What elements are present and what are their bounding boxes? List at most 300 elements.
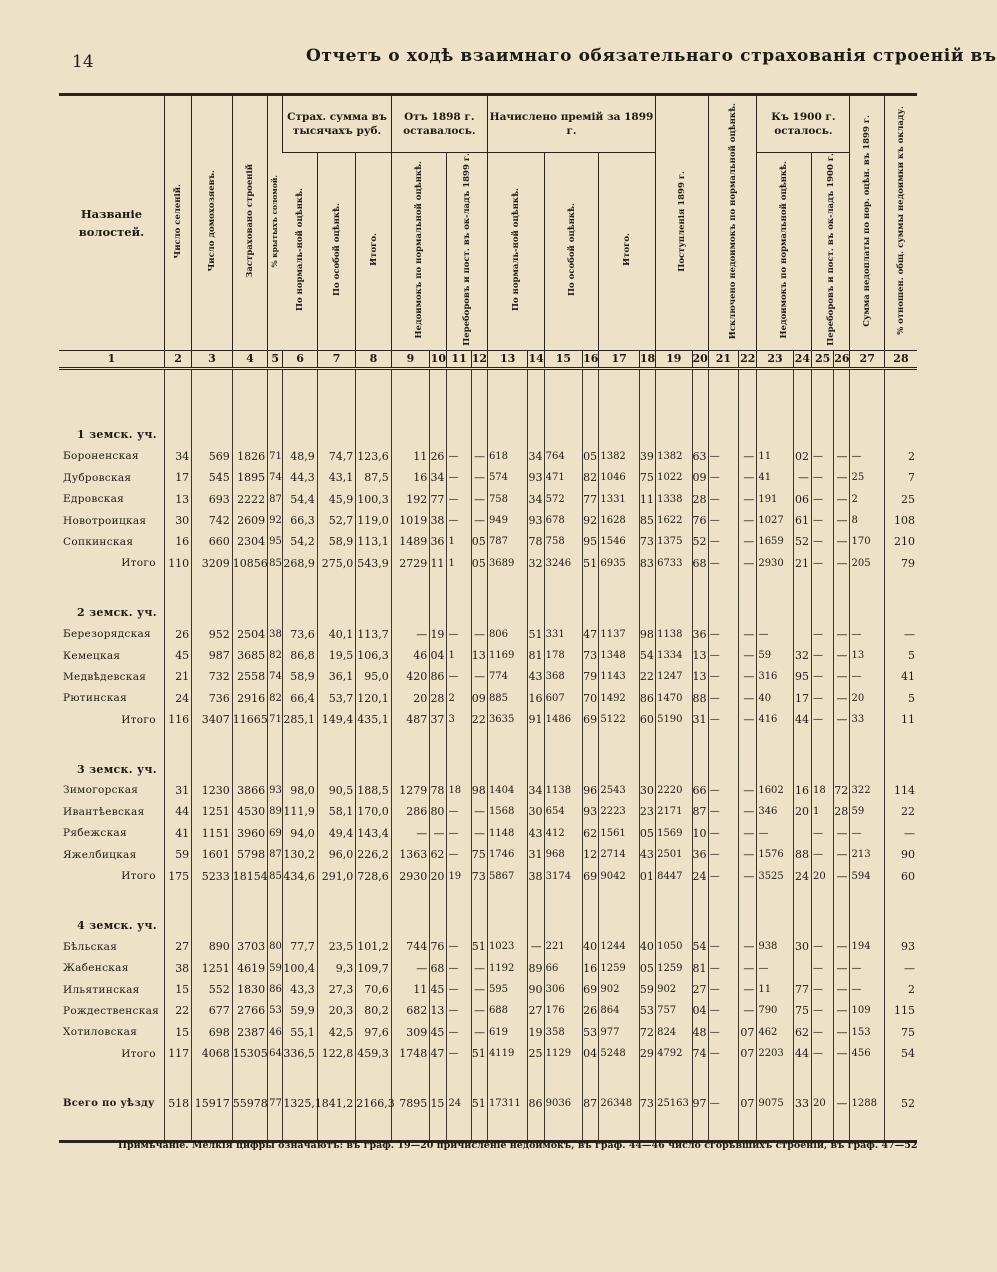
cell-col-13 — [487, 730, 528, 758]
cell-col-12 — [471, 368, 487, 396]
cell-col-24 — [793, 368, 811, 396]
cell-col-27 — [850, 396, 884, 424]
cell-col-25: — — [812, 446, 834, 467]
cell-col-7: 43,1 — [317, 467, 355, 488]
header-c17: Итого. — [622, 232, 633, 266]
cell-col-26: — — [834, 844, 850, 865]
volost-name: Дубровская — [63, 471, 132, 484]
cell-col-27 — [850, 1114, 884, 1142]
table-row — [59, 488, 917, 509]
cell-col-16 — [583, 915, 599, 936]
cell-col-17: 1492 — [599, 688, 640, 709]
cell-col-18: 53 — [639, 1000, 655, 1021]
cell-col-18: 05 — [639, 958, 655, 979]
cell-col-25: 1 — [812, 801, 834, 822]
column-number: 23 — [757, 350, 793, 368]
cell-col-11 — [447, 887, 471, 915]
cell-col-5: 38 — [268, 623, 283, 644]
cell-col-19: 1375 — [656, 531, 692, 552]
cell-col-18: 75 — [639, 467, 655, 488]
cell-col-10: 11 — [430, 553, 447, 574]
cell-col-2: 26 — [164, 623, 191, 644]
cell-col-4 — [232, 915, 267, 936]
cell-col-18: 83 — [639, 553, 655, 574]
cell-col-25: 20 — [812, 1092, 834, 1113]
cell-col-2 — [164, 915, 191, 936]
cell-col-8: 80,2 — [356, 1000, 391, 1021]
cell-col-17 — [599, 730, 640, 758]
cell-col-20: 04 — [692, 1000, 708, 1021]
cell-col-14 — [528, 574, 544, 602]
cell-col-18: 39 — [639, 446, 655, 467]
column-number: 12 — [471, 350, 487, 368]
cell-col-5: 80 — [268, 936, 283, 957]
cell-col-6: 66,4 — [283, 688, 317, 709]
header-c21: Исключено недоимокъ по нормальной оцѣнкѣ. — [727, 102, 738, 339]
cell-col-14: 31 — [528, 844, 544, 865]
cell-col-9: 2930 — [391, 865, 429, 886]
cell-col-8: 97,6 — [356, 1022, 391, 1043]
cell-col-20: 27 — [692, 979, 708, 1000]
cell-col-6: 77,7 — [283, 936, 317, 957]
cell-col-2 — [164, 1064, 191, 1092]
volost-name: Яжелбицкая — [63, 848, 137, 861]
cell-col-15: 607 — [544, 688, 582, 709]
cell-col-20 — [692, 887, 708, 915]
cell-col-19 — [656, 602, 692, 623]
spacer-row — [59, 574, 917, 602]
cell-col-27 — [850, 602, 884, 623]
cell-col-13: 574 — [487, 467, 528, 488]
cell-col-8: 113,1 — [356, 531, 391, 552]
cell-col-9 — [391, 396, 429, 424]
cell-col-23: 416 — [757, 709, 793, 730]
cell-col-27 — [850, 887, 884, 915]
cell-col-19: 2501 — [656, 844, 692, 865]
cell-col-19 — [656, 1114, 692, 1142]
cell-col-7: 42,5 — [317, 1022, 355, 1043]
cell-col-19 — [656, 424, 692, 445]
cell-col-4 — [232, 730, 267, 758]
cell-col-18: 11 — [639, 488, 655, 509]
cell-col-9: 7895 — [391, 1092, 429, 1113]
cell-col-24: 20 — [793, 801, 811, 822]
cell-col-3: 698 — [192, 1022, 233, 1043]
report-table — [59, 93, 917, 1143]
cell-col-22: — — [739, 446, 757, 467]
cell-col-17 — [599, 574, 640, 602]
cell-col-6: 100,4 — [283, 958, 317, 979]
cell-col-2: 34 — [164, 446, 191, 467]
cell-col-13: 619 — [487, 1022, 528, 1043]
cell-col-18: 22 — [639, 666, 655, 687]
cell-col-19: 5190 — [656, 709, 692, 730]
cell-col-3 — [192, 1114, 233, 1142]
column-number: 6 — [283, 350, 317, 368]
cell-col-16: 04 — [583, 1043, 599, 1064]
cell-col-22: — — [739, 623, 757, 644]
cell-col-16: 62 — [583, 823, 599, 844]
header-c28: % отношен. общ. суммы недоимки къ окладу. — [895, 106, 906, 336]
cell-col-6 — [283, 915, 317, 936]
cell-col-17: 6935 — [599, 553, 640, 574]
cell-col-19 — [656, 396, 692, 424]
cell-col-10: 68 — [430, 958, 447, 979]
cell-col-21 — [708, 574, 738, 602]
cell-col-26 — [834, 758, 850, 779]
cell-col-15 — [544, 368, 582, 396]
cell-col-21 — [708, 915, 738, 936]
cell-col-5: 89 — [268, 801, 283, 822]
cell-col-4 — [232, 424, 267, 445]
cell-col-4: 2222 — [232, 488, 267, 509]
cell-col-13 — [487, 1114, 528, 1142]
cell-col-4: 3960 — [232, 823, 267, 844]
cell-col-26 — [834, 368, 850, 396]
volost-name: Рютинская — [63, 692, 128, 705]
cell-col-2: 116 — [164, 709, 191, 730]
cell-col-28 — [884, 574, 917, 602]
cell-col-3: 552 — [192, 979, 233, 1000]
cell-col-16: 82 — [583, 467, 599, 488]
cell-col-13: 5867 — [487, 865, 528, 886]
cell-col-16: 73 — [583, 645, 599, 666]
cell-col-27 — [850, 424, 884, 445]
cell-col-11 — [447, 424, 471, 445]
cell-col-17: 9042 — [599, 865, 640, 886]
cell-col-15 — [544, 396, 582, 424]
cell-col-13: 595 — [487, 979, 528, 1000]
volost-name: Березорядская — [63, 628, 151, 641]
cell-col-23: 41 — [757, 467, 793, 488]
volost-name: Рябежская — [63, 827, 127, 840]
cell-col-25: — — [812, 709, 834, 730]
cell-col-25 — [812, 1114, 834, 1142]
cell-col-5: 53 — [268, 1000, 283, 1021]
cell-col-27: 109 — [850, 1000, 884, 1021]
cell-col-14 — [528, 424, 544, 445]
cell-col-20: 63 — [692, 446, 708, 467]
cell-col-12: — — [471, 467, 487, 488]
cell-col-8: 226,2 — [356, 844, 391, 865]
cell-col-5: 82 — [268, 688, 283, 709]
volost-name: Едровская — [63, 493, 125, 506]
cell-col-9 — [391, 1114, 429, 1142]
cell-col-11 — [447, 368, 471, 396]
cell-col-17: 2543 — [599, 780, 640, 801]
cell-col-5: 71 — [268, 446, 283, 467]
cell-col-14 — [528, 602, 544, 623]
page-number: 14 — [72, 52, 94, 72]
cell-col-28: 93 — [884, 936, 917, 957]
cell-col-16: 40 — [583, 936, 599, 957]
cell-col-23: — — [757, 958, 793, 979]
cell-col-17: 1046 — [599, 467, 640, 488]
cell-col-20: 48 — [692, 1022, 708, 1043]
cell-col-5 — [268, 396, 283, 424]
cell-col-14 — [528, 915, 544, 936]
cell-col-21: — — [708, 844, 738, 865]
column-number: 9 — [391, 350, 429, 368]
cell-col-7: 20,3 — [317, 1000, 355, 1021]
cell-col-12: 51 — [471, 1043, 487, 1064]
cell-col-9: 1019 — [391, 510, 429, 531]
cell-col-7: 58,1 — [317, 801, 355, 822]
cell-col-13: 4119 — [487, 1043, 528, 1064]
cell-col-25: 18 — [812, 780, 834, 801]
cell-col-21 — [708, 396, 738, 424]
cell-col-5: 95 — [268, 531, 283, 552]
cell-col-21: — — [708, 979, 738, 1000]
cell-col-6 — [283, 424, 317, 445]
volost-name: Бѣльская — [63, 940, 118, 953]
section-row — [59, 602, 917, 623]
table-row — [59, 446, 917, 467]
cell-col-22 — [739, 396, 757, 424]
cell-col-6: 48,9 — [283, 446, 317, 467]
cell-col-23 — [757, 602, 793, 623]
cell-col-8: 170,0 — [356, 801, 391, 822]
cell-col-26: — — [834, 623, 850, 644]
cell-col-27: 1288 — [850, 1092, 884, 1113]
cell-col-26: — — [834, 553, 850, 574]
column-number: 7 — [317, 350, 355, 368]
cell-col-2 — [164, 758, 191, 779]
volost-name: Всего по уѣзду — [63, 1097, 155, 1109]
cell-col-19: 902 — [656, 979, 692, 1000]
cell-col-9: 16 — [391, 467, 429, 488]
cell-col-4: 2609 — [232, 510, 267, 531]
cell-col-21: — — [708, 823, 738, 844]
cell-col-6: 1325,1 — [283, 1092, 317, 1113]
cell-col-6 — [283, 730, 317, 758]
cell-col-18 — [639, 424, 655, 445]
cell-col-8: 109,7 — [356, 958, 391, 979]
cell-col-10: 36 — [430, 531, 447, 552]
cell-col-4: 1895 — [232, 467, 267, 488]
cell-col-5 — [268, 1114, 283, 1142]
cell-col-13: 3689 — [487, 553, 528, 574]
cell-col-9: 744 — [391, 936, 429, 957]
cell-col-26: — — [834, 865, 850, 886]
cell-col-27: 194 — [850, 936, 884, 957]
cell-col-22 — [739, 574, 757, 602]
cell-col-14: 34 — [528, 446, 544, 467]
cell-col-2: 15 — [164, 1022, 191, 1043]
cell-col-27: 59 — [850, 801, 884, 822]
volost-name: 3 земск. уч. — [77, 762, 157, 776]
column-number: 14 — [528, 350, 544, 368]
cell-col-20: 28 — [692, 488, 708, 509]
cell-col-22 — [739, 1114, 757, 1142]
cell-col-25: — — [812, 1022, 834, 1043]
cell-col-2: 15 — [164, 979, 191, 1000]
header-group-1899: Начислено премій за 1899 г. — [489, 111, 654, 137]
cell-col-4: 4619 — [232, 958, 267, 979]
cell-col-14: 25 — [528, 1043, 544, 1064]
header-c11: Переборовъ и пост. въ ок-ладъ 1899 г. — [462, 153, 473, 346]
cell-col-24: 30 — [793, 936, 811, 957]
cell-col-23: 2930 — [757, 553, 793, 574]
cell-col-6 — [283, 887, 317, 915]
cell-col-14: 81 — [528, 645, 544, 666]
cell-col-28 — [884, 396, 917, 424]
cell-col-15: 764 — [544, 446, 582, 467]
cell-col-28: 2 — [884, 446, 917, 467]
cell-col-13 — [487, 368, 528, 396]
cell-col-3: 1601 — [192, 844, 233, 865]
cell-col-26: 72 — [834, 780, 850, 801]
cell-col-8: 188,5 — [356, 780, 391, 801]
cell-col-12 — [471, 1064, 487, 1092]
cell-col-25: — — [812, 823, 834, 844]
cell-col-15: 3174 — [544, 865, 582, 886]
cell-col-18: 98 — [639, 623, 655, 644]
cell-col-13: 1148 — [487, 823, 528, 844]
table-row — [59, 979, 917, 1000]
cell-col-20 — [692, 574, 708, 602]
cell-col-22: 07 — [739, 1043, 757, 1064]
cell-col-25 — [812, 396, 834, 424]
cell-col-26: — — [834, 488, 850, 509]
cell-col-5: 74 — [268, 467, 283, 488]
cell-col-4: 2387 — [232, 1022, 267, 1043]
cell-col-4: 2504 — [232, 623, 267, 644]
cell-col-19: 1138 — [656, 623, 692, 644]
cell-col-11 — [447, 730, 471, 758]
cell-col-21: — — [708, 510, 738, 531]
cell-col-21 — [708, 887, 738, 915]
cell-col-16 — [583, 424, 599, 445]
cell-col-7: 49,4 — [317, 823, 355, 844]
cell-col-14 — [528, 730, 544, 758]
cell-col-16 — [583, 1064, 599, 1092]
cell-col-25: — — [812, 467, 834, 488]
cell-col-7 — [317, 887, 355, 915]
cell-col-12: — — [471, 1000, 487, 1021]
cell-col-28: 79 — [884, 553, 917, 574]
cell-col-18: 23 — [639, 801, 655, 822]
cell-col-22 — [739, 915, 757, 936]
cell-col-19: 1022 — [656, 467, 692, 488]
table-row — [59, 467, 917, 488]
cell-col-20: 24 — [692, 865, 708, 886]
table-row — [59, 936, 917, 957]
cell-col-8 — [356, 1114, 391, 1142]
cell-col-5: 87 — [268, 488, 283, 509]
cell-col-8 — [356, 368, 391, 396]
total-row — [59, 553, 917, 574]
cell-col-18: 40 — [639, 936, 655, 957]
cell-col-16: 95 — [583, 531, 599, 552]
cell-col-17: 26348 — [599, 1092, 640, 1113]
cell-col-15: 1486 — [544, 709, 582, 730]
cell-col-25 — [812, 915, 834, 936]
header-c7: По особой оцѣнкѣ. — [331, 202, 342, 296]
cell-col-17 — [599, 915, 640, 936]
table-row — [59, 844, 917, 865]
cell-col-14 — [528, 396, 544, 424]
cell-col-5: 93 — [268, 780, 283, 801]
cell-col-12: — — [471, 510, 487, 531]
cell-col-12: — — [471, 958, 487, 979]
cell-col-16: 87 — [583, 1092, 599, 1113]
cell-col-16: 79 — [583, 666, 599, 687]
cell-col-6: 54,2 — [283, 531, 317, 552]
cell-col-22: 07 — [739, 1092, 757, 1113]
cell-col-15: 1138 — [544, 780, 582, 801]
cell-col-27: 594 — [850, 865, 884, 886]
cell-col-11: 3 — [447, 709, 471, 730]
cell-col-5 — [268, 887, 283, 915]
cell-col-12 — [471, 574, 487, 602]
cell-col-4 — [232, 1114, 267, 1142]
cell-col-7 — [317, 574, 355, 602]
cell-col-22: — — [739, 531, 757, 552]
cell-col-15 — [544, 730, 582, 758]
cell-col-21: — — [708, 666, 738, 687]
cell-col-4: 3685 — [232, 645, 267, 666]
cell-col-11 — [447, 915, 471, 936]
cell-col-15: 178 — [544, 645, 582, 666]
cell-col-15: 306 — [544, 979, 582, 1000]
cell-col-7 — [317, 1114, 355, 1142]
cell-col-2 — [164, 424, 191, 445]
cell-col-16: 47 — [583, 623, 599, 644]
cell-col-7: 58,9 — [317, 531, 355, 552]
cell-col-7 — [317, 396, 355, 424]
cell-col-5 — [268, 424, 283, 445]
cell-col-7: 40,1 — [317, 623, 355, 644]
cell-col-17 — [599, 1114, 640, 1142]
cell-col-3: 1251 — [192, 801, 233, 822]
cell-col-7: 23,5 — [317, 936, 355, 957]
cell-col-2 — [164, 368, 191, 396]
cell-col-16: 92 — [583, 510, 599, 531]
volost-name: 1 земск. уч. — [77, 428, 157, 442]
cell-col-27: 8 — [850, 510, 884, 531]
cell-col-15 — [544, 424, 582, 445]
cell-col-17: 1331 — [599, 488, 640, 509]
cell-col-22: — — [739, 666, 757, 687]
cell-col-3: 742 — [192, 510, 233, 531]
cell-col-20: 87 — [692, 801, 708, 822]
cell-col-17 — [599, 602, 640, 623]
cell-col-12: 13 — [471, 645, 487, 666]
cell-col-11: — — [447, 446, 471, 467]
cell-col-22: — — [739, 844, 757, 865]
cell-col-28: 41 — [884, 666, 917, 687]
cell-col-5 — [268, 758, 283, 779]
volost-name: Хотиловская — [63, 1026, 138, 1039]
cell-col-19: 6733 — [656, 553, 692, 574]
cell-col-8: 119,0 — [356, 510, 391, 531]
cell-col-9 — [391, 574, 429, 602]
cell-col-28 — [884, 1114, 917, 1142]
cell-col-27 — [850, 368, 884, 396]
cell-col-22: — — [739, 801, 757, 822]
cell-col-17: 864 — [599, 1000, 640, 1021]
cell-col-15 — [544, 574, 582, 602]
cell-col-21: — — [708, 1022, 738, 1043]
cell-col-19: 1050 — [656, 936, 692, 957]
cell-col-4 — [232, 887, 267, 915]
cell-col-24: 77 — [793, 979, 811, 1000]
cell-col-3 — [192, 424, 233, 445]
column-number-row — [59, 350, 917, 368]
cell-col-21: — — [708, 688, 738, 709]
section-row — [59, 424, 917, 445]
